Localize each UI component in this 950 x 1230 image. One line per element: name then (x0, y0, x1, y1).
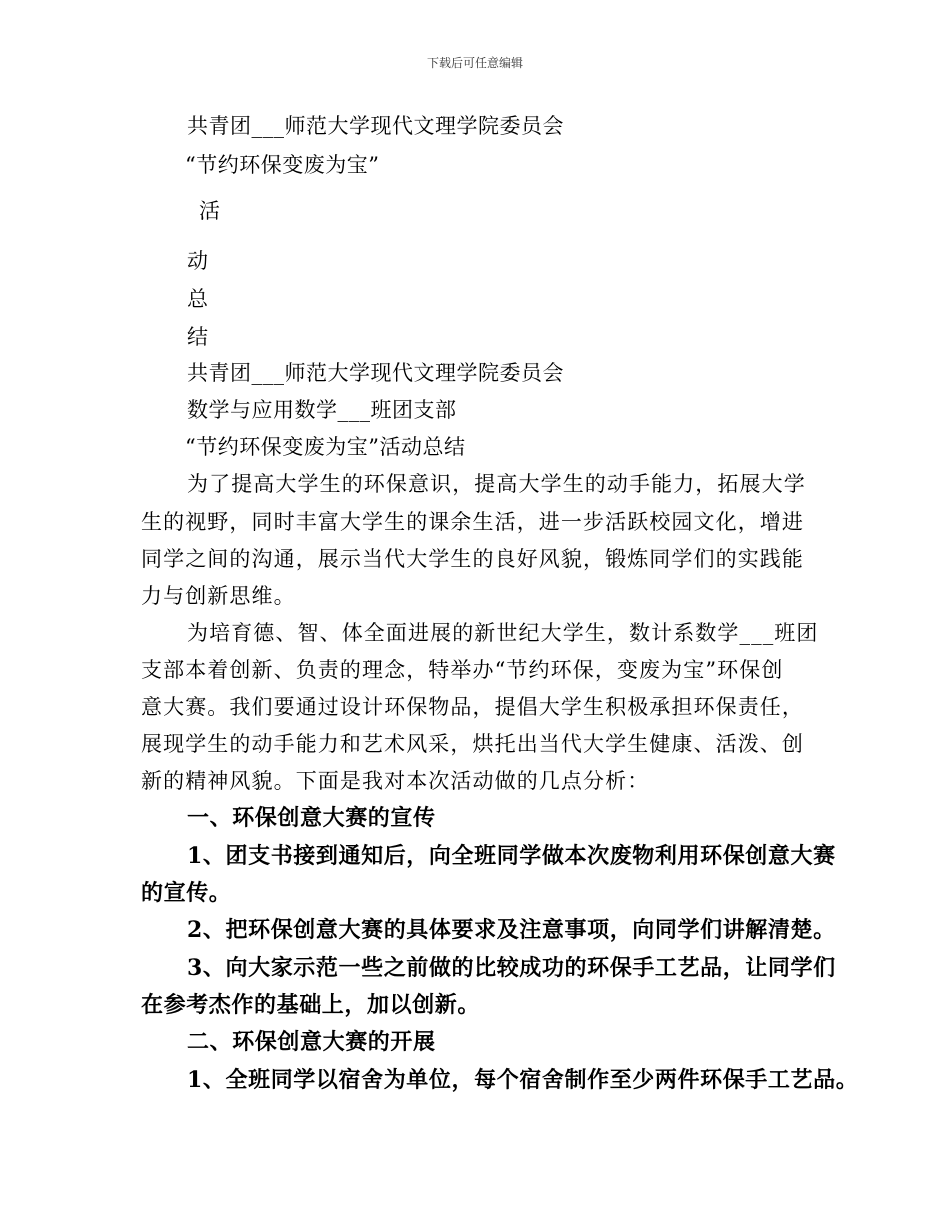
paragraph-line: 生的视野，同时丰富大学生的课余生活，进一步活跃校园文化，增进 (141, 510, 804, 534)
sub-event-title: “节约环保变废为宝”活动总结 (185, 435, 466, 459)
sub-branch: 数学与应用数学___班团支部 (187, 398, 457, 422)
paragraph-line: 为了提高大学生的环保意识，提高大学生的动手能力，拓展大学 (187, 472, 806, 496)
list-item-line: 在参考杰作的基础上，加以创新。 (141, 992, 481, 1018)
page-header-note: 下载后可任意编辑 (426, 56, 523, 70)
list-item-line: 3、向大家示范一些之前做的比较成功的环保手工艺品，让同学们 (187, 955, 836, 981)
paragraph-line: 展现学生的动手能力和艺术风采，烘托出当代大学生健康、活泼、创 (141, 732, 804, 756)
title-event: “节约环保变废为宝” (185, 153, 380, 177)
title-org: 共青团___师范大学现代文理学院委员会 (187, 114, 564, 138)
vertical-title-char: 结 (187, 325, 209, 349)
paragraph-line: 支部本着创新、负责的理念，特举办“节约环保，变废为宝”环保创 (141, 658, 784, 682)
list-item-line: 的宣传。 (141, 880, 232, 906)
paragraph-line: 意大赛。我们要通过设计环保物品，提倡大学生积极承担环保责任， (141, 695, 804, 719)
paragraph-line: 同学之间的沟通，展示当代大学生的良好风貌，锻炼同学们的实践能 (141, 547, 804, 571)
paragraph-line: 力与创新思维。 (141, 584, 296, 608)
sub-org: 共青团___师范大学现代文理学院委员会 (187, 361, 564, 385)
list-item-line: 1、全班同学以宿舍为单位，每个宿舍制作至少两件环保手工艺品。 (187, 1067, 859, 1093)
vertical-title-char: 活 (199, 199, 221, 223)
section-heading: 二、环保创意大赛的开展 (187, 1029, 436, 1055)
section-heading: 一、环保创意大赛的宣传 (187, 805, 436, 831)
vertical-title-char: 总 (187, 287, 209, 311)
paragraph-line: 为培育德、智、体全面进展的新世纪大学生，数计系数学___班团 (187, 621, 819, 645)
vertical-title-char: 动 (187, 249, 209, 273)
list-item-line: 2、把环保创意大赛的具体要求及注意事项，向同学们讲解清楚。 (187, 917, 836, 943)
list-item-line: 1、团支书接到通知后，向全班同学做本次废物利用环保创意大赛 (187, 843, 836, 869)
paragraph-line: 新的精神风貌。下面是我对本次活动做的几点分析： (141, 769, 650, 793)
